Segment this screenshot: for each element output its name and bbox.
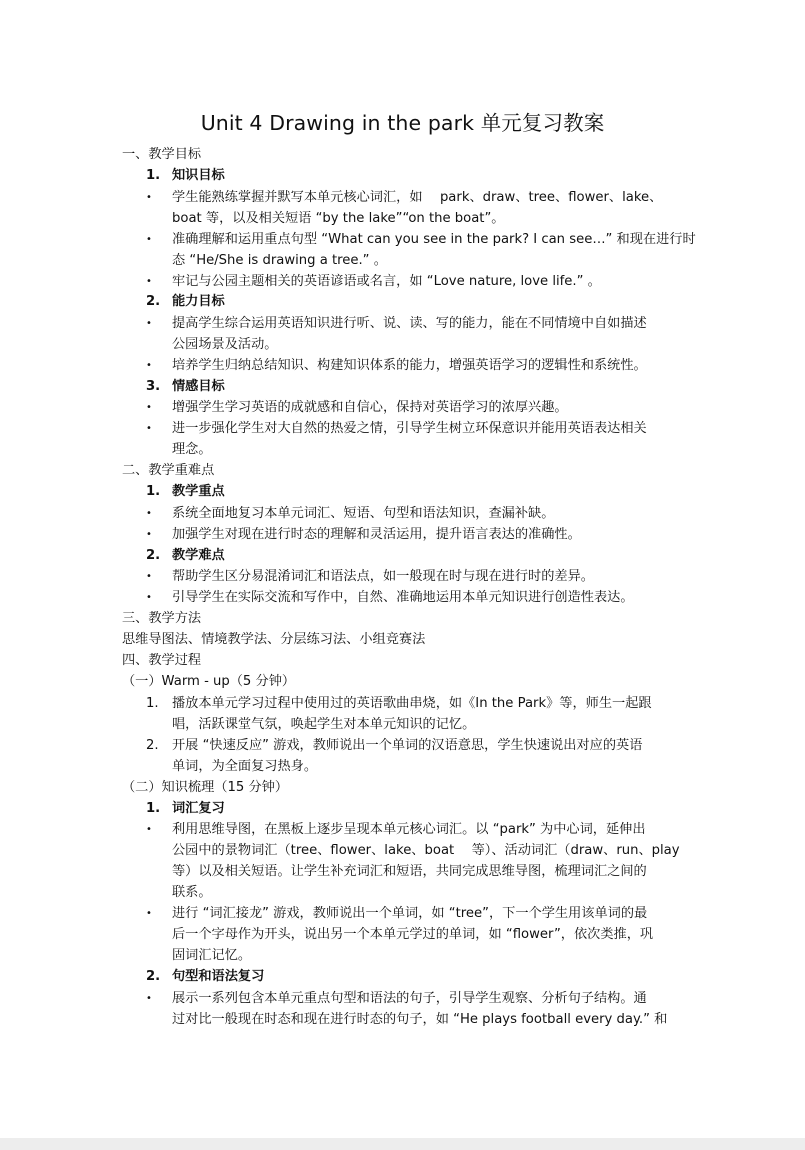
list-item-line: 过对比一般现在时态和现在进行时态的句子，如 “He plays football every day.” 和 — [172, 1012, 668, 1027]
list-item-line: 帮助学生区分易混淆词汇和语法点，如一般现在时与现在进行时的差异。 — [172, 569, 594, 584]
subheading-key: 教学重点 — [172, 484, 225, 499]
bullet-dot: • — [146, 824, 152, 835]
subheading-knowledge: 知识目标 — [172, 168, 225, 183]
subheading-difficult: 教学难点 — [172, 548, 225, 563]
list-item-line: 理念。 — [172, 442, 212, 457]
list-item-line: 进行 “词汇接龙” 游戏，教师说出一个单词，如 “tree”，下一个学生用该单词的最 — [172, 906, 648, 921]
list-item-line: 等）以及相关短语。让学生补充词汇和短语，共同完成思维导图，梳理词汇之间的 — [172, 864, 647, 879]
subheading-number: 2. — [146, 548, 161, 563]
list-item-line: 唱，活跃课堂气氛，唤起学生对本单元知识的记忆。 — [172, 717, 476, 732]
list-item-line: 联系。 — [172, 885, 212, 900]
bullet-dot: • — [146, 571, 152, 582]
methods-text: 思维导图法、情境教学法、分层练习法、小组竞赛法 — [122, 632, 426, 647]
part-heading-warmup: （一）Warm - up（5 分钟） — [122, 674, 296, 689]
list-item-line: 利用思维导图，在黑板上逐步呈现本单元核心词汇。以 “park” 为中心词，延伸出 — [172, 822, 646, 837]
list-item-line: 引导学生在实际交流和写作中，自然、准确地运用本单元知识进行创造性表达。 — [172, 590, 634, 605]
bullet-dot: • — [146, 234, 152, 245]
bullet-dot: • — [146, 423, 152, 434]
list-item-line: 公园中的景物词汇（tree、flower、lake、boat 等）、活动词汇（draw、run、play — [172, 843, 680, 858]
bullet-dot: • — [146, 529, 152, 540]
list-item-line: 单词，为全面复习热身。 — [172, 759, 318, 774]
section-heading-process: 四、教学过程 — [122, 653, 202, 668]
bullet-dot: • — [146, 993, 152, 1004]
list-number: 2. — [146, 738, 159, 753]
section-heading-methods: 三、教学方法 — [122, 611, 202, 626]
list-item-line: 播放本单元学习过程中使用过的英语歌曲串烧，如《In the Park》等，师生一起跟 — [172, 696, 652, 711]
subheading-number: 3. — [146, 379, 161, 394]
section-heading-objectives: 一、教学目标 — [122, 147, 202, 162]
bullet-dot: • — [146, 276, 152, 287]
list-item-line: 培养学生归纳总结知识、构建知识体系的能力，增强英语学习的逻辑性和系统性。 — [172, 358, 647, 373]
bullet-dot: • — [146, 402, 152, 413]
section-heading-key-points: 二、教学重难点 — [122, 463, 215, 478]
subheading-number: 2. — [146, 969, 161, 984]
subheading-number: 1. — [146, 168, 161, 183]
list-item-line: 增强学生学习英语的成就感和自信心，保持对英语学习的浓厚兴趣。 — [172, 400, 568, 415]
list-number: 1. — [146, 696, 159, 711]
bullet-dot: • — [146, 908, 152, 919]
list-item-line: 学生能熟练掌握并默写本单元核心词汇，如 park、draw、tree、flower、lake、 — [172, 190, 663, 205]
bullet-dot: • — [146, 192, 152, 203]
bullet-dot: • — [146, 360, 152, 371]
list-item-line: 牢记与公园主题相关的英语谚语或名言，如 “Love nature, love life.” 。 — [172, 274, 601, 289]
page-bottom-margin — [0, 1138, 805, 1150]
list-item-line: 态 “He/She is drawing a tree.” 。 — [172, 253, 387, 268]
list-item-line: 提高学生综合运用英语知识进行听、说、读、写的能力，能在不同情境中自如描述 — [172, 316, 647, 331]
subheading-vocab-review: 词汇复习 — [172, 801, 225, 816]
bullet-dot: • — [146, 318, 152, 329]
list-item-line: 展示一系列包含本单元重点句型和语法的句子，引导学生观察、分析句子结构。通 — [172, 991, 647, 1006]
part-heading-knowledge-review: （二）知识梳理（15 分钟） — [122, 780, 289, 795]
list-item-line: 加强学生对现在进行时态的理解和灵活运用，提升语言表达的准确性。 — [172, 527, 581, 542]
list-item-line: 系统全面地复习本单元词汇、短语、句型和语法知识，查漏补缺。 — [172, 506, 555, 521]
list-item-line: 固词汇记忆。 — [172, 948, 252, 963]
bullet-dot: • — [146, 508, 152, 519]
list-item-line: 开展 “快速反应” 游戏，教师说出一个单词的汉语意思，学生快速说出对应的英语 — [172, 738, 643, 753]
document-title: Unit 4 Drawing in the park 单元复习教案 — [200, 111, 605, 135]
list-item-line: 准确理解和运用重点句型 “What can you see in the park? I can see…” 和现在进行时 — [172, 232, 696, 247]
subheading-grammar-review: 句型和语法复习 — [172, 969, 265, 984]
list-item-line: 后一个字母作为开头，说出另一个本单元学过的单词，如 “flower”，依次类推，巩 — [172, 927, 654, 942]
list-item-line: boat 等，以及相关短语 “by the lake”“on the boat”。 — [172, 211, 505, 226]
subheading-ability: 能力目标 — [172, 294, 225, 309]
list-item-line: 进一步强化学生对大自然的热爱之情，引导学生树立环保意识并能用英语表达相关 — [172, 421, 647, 436]
subheading-number: 2. — [146, 294, 161, 309]
subheading-number: 1. — [146, 484, 161, 499]
bullet-dot: • — [146, 592, 152, 603]
subheading-emotion: 情感目标 — [172, 379, 225, 394]
subheading-number: 1. — [146, 801, 161, 816]
list-item-line: 公园场景及活动。 — [172, 337, 278, 352]
